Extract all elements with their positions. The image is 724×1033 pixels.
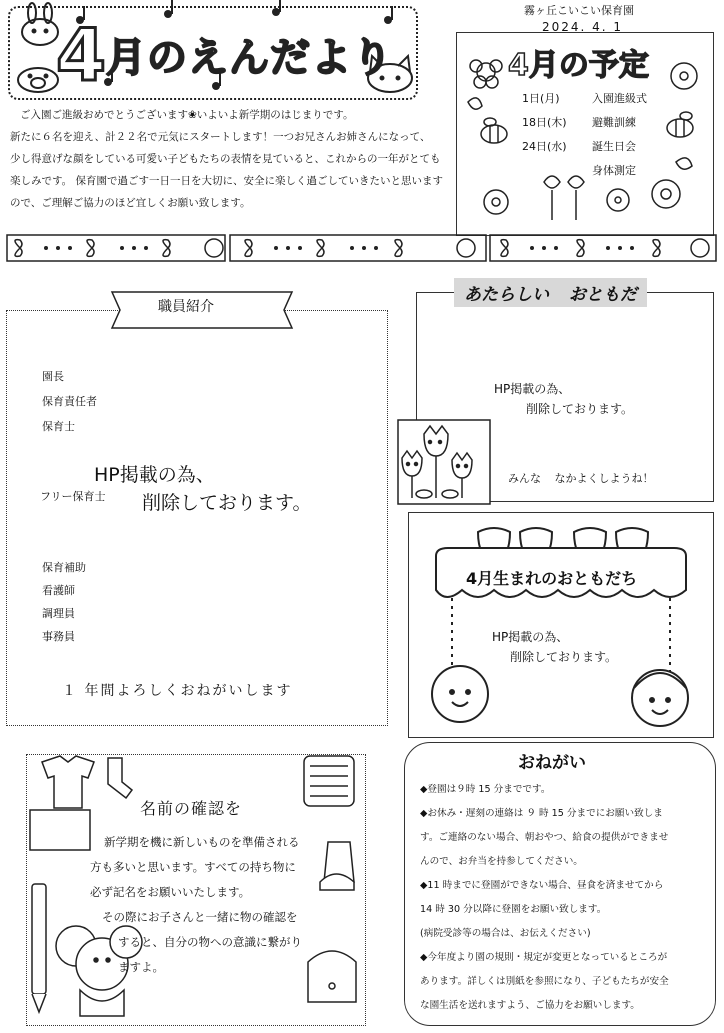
birthday-cake-art	[408, 512, 714, 738]
child-face-icon	[632, 670, 688, 726]
staff-role: 保育補助	[42, 561, 86, 574]
sock-icon	[108, 758, 132, 798]
pen-icon	[32, 884, 46, 1012]
staff-role: 保育責任者	[42, 395, 97, 408]
greeting-line: 楽しみです。 保育園で過ごす一日一日を大切に、安全に楽しく過ごしていきたいと思います	[10, 175, 443, 187]
staff-removed-notice: HP掲載の為、	[94, 464, 215, 486]
request-line: んので、お弁当を持参してください。	[420, 856, 583, 867]
new-friends-message: みんな なかよくしようね！	[508, 472, 654, 485]
staff-roles-top	[42, 364, 97, 439]
name-check-title: 名前の確認を	[140, 799, 243, 818]
request-line: ◆お休み・遅刻の連絡は ９ 時 15 分までにお願い致しま	[420, 808, 663, 819]
staff-removed-notice: 削除しております。	[142, 492, 312, 514]
staff-role-free: フリー保育士	[40, 490, 106, 503]
schedule-event: 入園進級式	[592, 92, 647, 105]
request-line: ◆11 時までに登園ができない場合、昼食を済ませてから	[420, 880, 664, 891]
staff-role: 調理員	[42, 607, 75, 620]
flower-icon	[484, 190, 508, 214]
request-line: 14 時 30 分以降に登園をお願い致します。	[420, 904, 607, 915]
name-check-line: その際にお子さんと一緒に物の確認を	[102, 910, 298, 924]
request-line: ◆登園は９時 15 分までです。	[420, 784, 551, 795]
staff-title: 職員紹介	[158, 299, 214, 315]
staff-closing: １ 年間よろしくおねがいします	[62, 683, 293, 699]
birthday-title: 4月生まれのおともだち	[466, 569, 638, 588]
name-check-line: すると、自分の物への意識に繋がり	[118, 935, 302, 949]
org-name: 霧ヶ丘こいこい保育園	[524, 4, 634, 17]
staff-roles-bottom	[42, 556, 86, 648]
name-check-line: 新学期を機に新しいものを準備される	[104, 835, 300, 849]
greeting-line: ので、ご理解ご協力のほど宜しくお願い致します。	[10, 197, 251, 209]
tulip-icon	[568, 176, 584, 220]
request-line: あります。詳しくは別紙を参照になり、子どもたちが安全	[420, 976, 669, 987]
schedule-title: 4月の予定	[508, 48, 649, 83]
staff-role: 事務員	[42, 630, 75, 643]
greeting-line: 新たに６名を迎え、計２２名で元気にスタートします！一つお兄さんお姉さんになって、	[10, 131, 431, 143]
greeting-line: ご入園ご進級おめでとうございます❀いよいよ新学期のはじまりです。	[20, 109, 354, 121]
schedule-event: 身体測定	[592, 164, 636, 177]
bee-icon	[481, 118, 507, 143]
title-number: 4	[56, 13, 107, 97]
schedule-date: 24日(水)	[522, 140, 567, 153]
birthday-removed: HP掲載の為、	[492, 630, 569, 644]
requests-title: おねがい	[518, 753, 586, 773]
staff-role: 看護師	[42, 584, 75, 597]
bee-icon	[667, 112, 693, 137]
flower-icon	[652, 180, 680, 208]
name-check-line: 方も多いと思います。すべての持ち物に	[90, 860, 296, 874]
request-line: (病院受診等の場合は、お伝えください)	[420, 928, 591, 939]
schedule-event: 誕生日会	[592, 140, 636, 153]
tulip-icon	[544, 176, 560, 220]
requests-body	[420, 778, 706, 1018]
request-line: す。ご連絡のない場合、朝おやつ、給食の提供ができませ	[420, 832, 669, 843]
butterfly-icon	[15, 240, 660, 257]
leaf-icon	[468, 98, 482, 109]
schedule-date: 1日(月)	[522, 92, 560, 105]
pig-icon	[18, 68, 58, 92]
dot-chain	[44, 246, 634, 250]
name-check-line: 必ず記名をお願いいたします。	[90, 885, 251, 899]
request-line: な園生活を送れますよう、ご協力をお願いします。	[420, 1000, 640, 1011]
name-check-body	[90, 830, 330, 980]
tulip-friends-art	[396, 418, 496, 508]
clothes-icon	[42, 756, 94, 808]
flower-icon	[671, 63, 697, 89]
shirt-icon	[30, 810, 90, 850]
new-friends-removed: HP掲載の為、	[494, 382, 571, 396]
title-text: 月のえんだより	[106, 35, 393, 81]
issue-date: 2024. 4. 1	[542, 20, 624, 34]
new-friends-title: あたらしい おともだ	[454, 278, 647, 307]
request-line: ◆今年度より園の規則・規定が変更となっているところが	[420, 952, 668, 963]
schedule-event: 避難訓練	[592, 116, 636, 129]
greeting-line: 少し得意げな顔をしている可愛い子どもたちの表情を見ていると、これからの一年がとても	[10, 153, 441, 165]
staff-role: 保育士	[42, 420, 75, 433]
greeting	[10, 104, 460, 214]
staff-role: 園長	[42, 370, 64, 383]
flower-icon	[470, 60, 502, 88]
schedule-art	[456, 32, 714, 236]
schedule-date: 18日(木)	[522, 116, 567, 129]
child-face-icon	[432, 666, 488, 722]
birthday-removed: 削除しております。	[510, 650, 618, 664]
name-check-line: ますよ。	[118, 960, 164, 974]
leaf-icon	[676, 158, 692, 169]
flower-icon	[607, 189, 629, 211]
bag-icon	[304, 756, 354, 806]
rabbit-icon	[22, 3, 58, 45]
new-friends-removed: 削除しております。	[526, 402, 634, 416]
decorative-divider	[6, 232, 718, 266]
